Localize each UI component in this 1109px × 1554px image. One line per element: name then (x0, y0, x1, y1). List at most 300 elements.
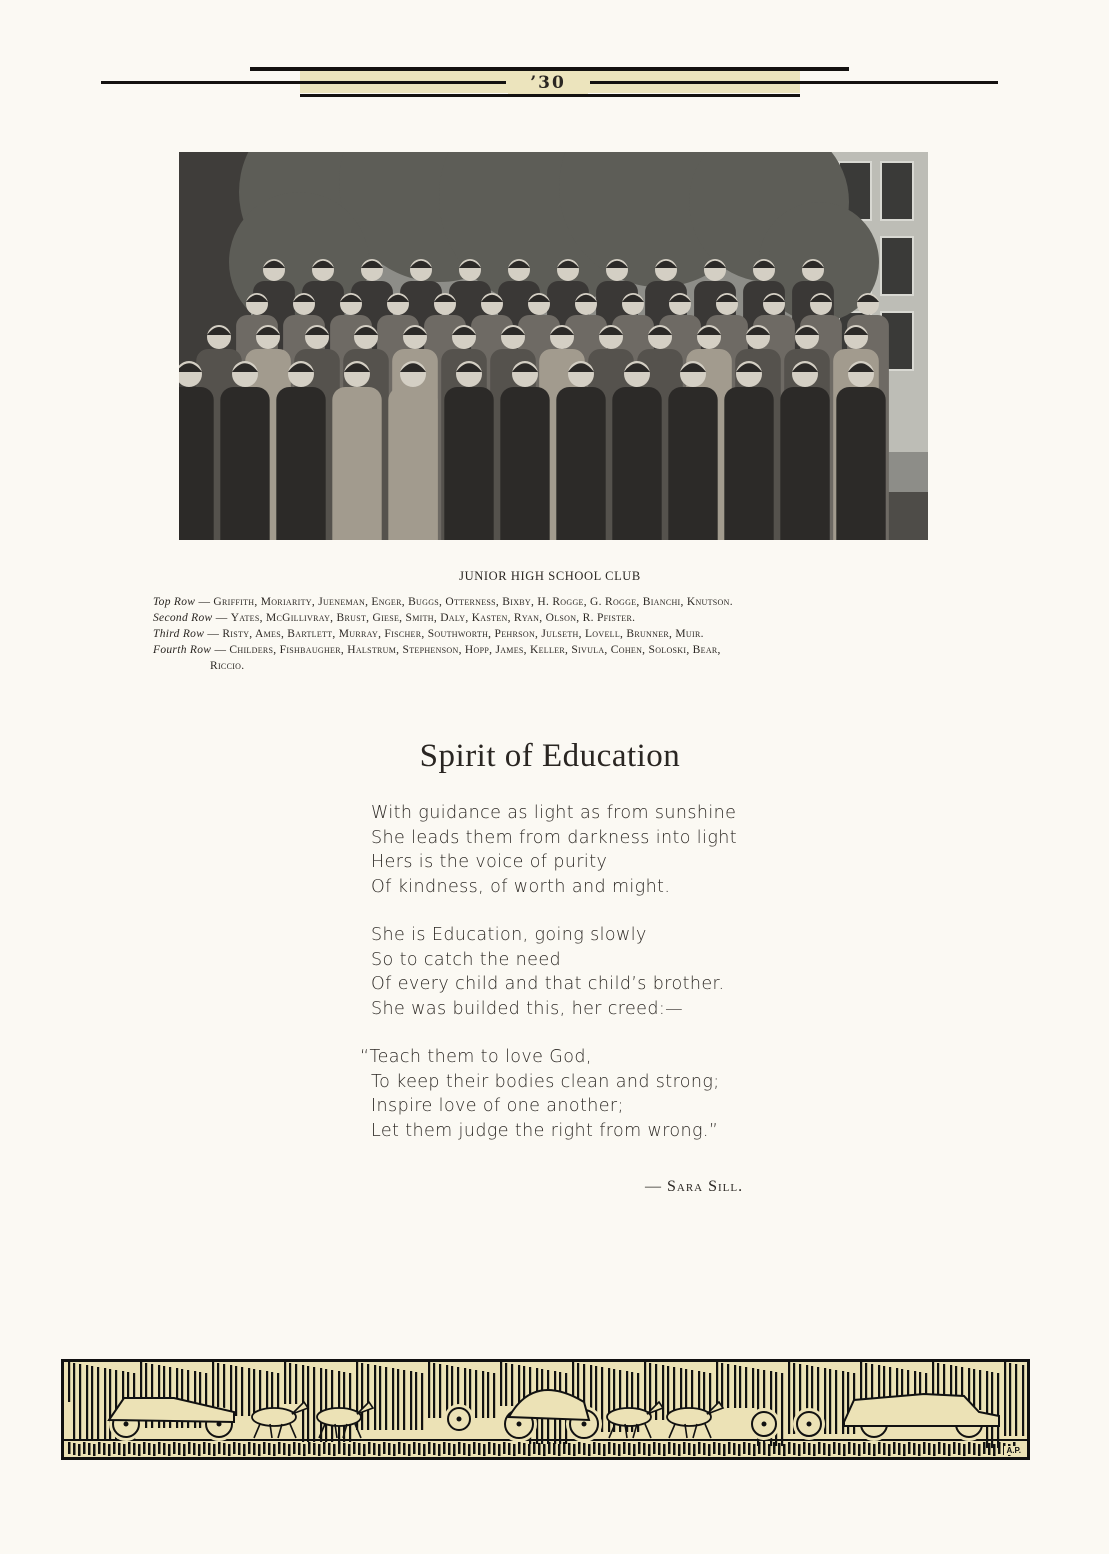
frieze-hatch (410, 1371, 412, 1430)
frieze-base-stroke (388, 1443, 391, 1455)
frieze-base-stroke (933, 1444, 936, 1456)
frieze-base-stroke (663, 1444, 666, 1456)
frieze-base-stroke (578, 1442, 581, 1454)
frieze-base-stroke (718, 1443, 721, 1455)
frieze-base-stroke (398, 1442, 401, 1454)
frieze-base-stroke (523, 1443, 526, 1455)
frieze-base-stroke (678, 1444, 681, 1456)
frieze-base-stroke (628, 1443, 631, 1455)
frieze-base-stroke (413, 1442, 416, 1454)
frieze-base-stroke (968, 1442, 971, 1454)
frieze-base-stroke (803, 1442, 806, 1454)
frieze-base-stroke (583, 1443, 586, 1455)
frieze-base-stroke (738, 1444, 741, 1456)
frieze-base-stroke (538, 1443, 541, 1455)
caption-row-separator: — (212, 612, 231, 624)
frieze-base-stroke (503, 1442, 506, 1454)
frieze-base-stroke (288, 1444, 291, 1456)
frieze-base-stroke (263, 1442, 266, 1454)
year-label: ’30 (508, 72, 588, 94)
frieze-base-stroke (988, 1443, 991, 1455)
frieze-base-stroke (868, 1443, 871, 1455)
frieze-base-stroke (848, 1442, 851, 1454)
frieze-base-stroke (148, 1443, 151, 1455)
frieze-base-stroke (858, 1444, 861, 1456)
caption-row (153, 611, 635, 626)
frieze-hatch (79, 1364, 81, 1440)
frieze-hatch (475, 1370, 477, 1418)
frieze-hatch (361, 1363, 363, 1430)
frieze-hatch (829, 1369, 831, 1434)
frieze-base-stroke (793, 1443, 796, 1455)
caption-title: JUNIOR HIGH SCHOOL CLUB (459, 569, 641, 583)
frieze-base-stroke (203, 1442, 206, 1454)
poem-line: With guidance as light as from sunshine (371, 803, 737, 823)
frieze-base-stroke (863, 1442, 866, 1454)
frieze-horse-head (357, 1402, 373, 1414)
frieze-base-stroke (338, 1442, 341, 1454)
frieze-base-stroke (683, 1442, 686, 1454)
frieze-hatch (511, 1364, 513, 1406)
caption-row-label: Second Row (153, 612, 213, 624)
frieze-hatch (721, 1363, 723, 1408)
frieze-base-stroke (608, 1442, 611, 1454)
frieze-hatch (307, 1366, 309, 1442)
caption-row-names: Griffith, Moriarity, Jueneman, Enger, Buggs, Otterness, Bixby, H. Rogge, G. Rogge, Bianchi, Knutson. (213, 596, 733, 608)
frieze-base-stroke (978, 1444, 981, 1456)
frieze-base-stroke (798, 1444, 801, 1456)
frieze-hatch (235, 1366, 237, 1416)
frieze-base-stroke (98, 1442, 101, 1454)
frieze-base-stroke (698, 1442, 701, 1454)
frieze-base-stroke (133, 1443, 136, 1455)
poem-line: Of kindness, of worth and might. (371, 876, 671, 897)
frieze-base-stroke (833, 1442, 836, 1454)
frieze-base-stroke (483, 1444, 486, 1456)
frieze-base-stroke (193, 1443, 196, 1455)
frieze-hatch (745, 1367, 747, 1408)
frieze-base-stroke (383, 1442, 386, 1454)
frieze-base-stroke (183, 1444, 186, 1456)
frieze-base-stroke (423, 1444, 426, 1456)
frieze-base-stroke (758, 1442, 761, 1454)
frieze-base-stroke (568, 1443, 571, 1455)
frieze-hatch (68, 1362, 70, 1402)
frieze-base-stroke (603, 1444, 606, 1456)
frieze-base-stroke (428, 1442, 431, 1454)
frieze-base-stroke (223, 1443, 226, 1455)
frieze-carriage (109, 1398, 234, 1422)
frieze-hatch (734, 1365, 736, 1408)
frieze-base-stroke (333, 1444, 336, 1456)
header-rule-left (101, 81, 506, 84)
frieze-base-stroke (138, 1444, 141, 1456)
frieze-base-stroke (918, 1444, 921, 1456)
frieze-base-stroke (838, 1443, 841, 1455)
frieze-artwork (64, 1362, 1027, 1457)
frieze-base-stroke (548, 1442, 551, 1454)
frieze-base-stroke (348, 1444, 351, 1456)
frieze-base-stroke (558, 1444, 561, 1456)
frieze-base-stroke (703, 1443, 706, 1455)
frieze-base-stroke (763, 1443, 766, 1455)
frieze-base-stroke (318, 1444, 321, 1456)
frieze-base-stroke (938, 1442, 941, 1454)
frieze-base-stroke (818, 1442, 821, 1454)
frieze-base-stroke (768, 1444, 771, 1456)
frieze-hatch (104, 1368, 106, 1440)
frieze-base-stroke (963, 1444, 966, 1456)
frieze-hatch (403, 1370, 405, 1430)
frieze-base-stroke (323, 1442, 326, 1454)
frieze-base-stroke (283, 1443, 286, 1455)
frieze-base-stroke (853, 1443, 856, 1455)
person-body (276, 387, 325, 540)
frieze-wheel-hub (517, 1422, 522, 1427)
person-body (444, 387, 493, 540)
frieze-base-stroke (103, 1443, 106, 1455)
frieze-base-stroke (913, 1443, 916, 1455)
frieze-hatch (439, 1364, 441, 1418)
frieze-base-stroke (253, 1443, 256, 1455)
frieze-horse-body (252, 1408, 296, 1426)
frieze-base-stroke (688, 1443, 691, 1455)
person-body (612, 387, 661, 540)
frieze-base-stroke (638, 1442, 641, 1454)
frieze-hatch (248, 1368, 250, 1416)
frieze-hatch (241, 1367, 243, 1416)
frieze-hatch (97, 1367, 99, 1440)
frieze-base-stroke (588, 1444, 591, 1456)
frieze-base-stroke (458, 1442, 461, 1454)
frieze-base-stroke (883, 1443, 886, 1455)
frieze-base-stroke (248, 1442, 251, 1454)
caption-row (153, 643, 721, 658)
frieze-horse-head (292, 1402, 308, 1414)
frieze-base-stroke (873, 1444, 876, 1456)
frieze-base-stroke (233, 1442, 236, 1454)
frieze-base-stroke (433, 1443, 436, 1455)
frieze-base-stroke (93, 1444, 96, 1456)
frieze-base-stroke (543, 1444, 546, 1456)
frieze-base-stroke (168, 1444, 171, 1456)
frieze-base-stroke (728, 1442, 731, 1454)
frieze-hatch (253, 1369, 255, 1416)
poem-stanza (371, 923, 724, 1021)
frieze-base-stroke (293, 1442, 296, 1454)
frieze-horse-body (317, 1408, 361, 1426)
frieze-hatch (374, 1365, 376, 1430)
frieze-base-stroke (723, 1444, 726, 1456)
frieze-base-stroke (658, 1443, 661, 1455)
frieze-hatch (991, 1372, 993, 1448)
frieze-base-stroke (928, 1443, 931, 1455)
frieze-base-stroke (238, 1443, 241, 1455)
frieze-base-stroke (573, 1444, 576, 1456)
poem-line: So to catch the need (371, 949, 562, 970)
frieze-base-stroke (173, 1442, 176, 1454)
poem-line: Let them judge the right from wrong.” (371, 1120, 719, 1141)
caption-row-names: Yates, McGillivray, Brust, Giese, Smith, Daly, Kasten, Ryan, Olson, R. Pfister. (230, 612, 636, 624)
frieze-hatch (752, 1368, 754, 1408)
frieze-base-stroke (163, 1443, 166, 1455)
frieze-base-stroke (473, 1442, 476, 1454)
frieze-hatch (727, 1364, 729, 1408)
frieze-base-stroke (393, 1444, 396, 1456)
frieze-base-stroke (973, 1443, 976, 1455)
frieze-hatch (505, 1363, 507, 1406)
person-body (724, 387, 773, 540)
frieze-base-stroke (108, 1444, 111, 1456)
poem-line: She is Education, going slowly (371, 925, 647, 945)
frieze-base-stroke (453, 1444, 456, 1456)
frieze-base-stroke (208, 1443, 211, 1455)
frieze-hatch (1004, 1362, 1006, 1436)
poem-line: Of every child and that child’s brother. (371, 974, 725, 994)
poem-line: Hers is the voice of purity (371, 852, 608, 872)
frieze-base-stroke (178, 1443, 181, 1455)
frieze-base-stroke (268, 1443, 271, 1455)
frieze-hatch (367, 1364, 369, 1430)
frieze-base-stroke (528, 1444, 531, 1456)
frieze-base-stroke (553, 1443, 556, 1455)
poem-line: Inspire love of one another; (371, 1096, 624, 1116)
frieze-base-stroke (643, 1443, 646, 1455)
frieze-hatch (518, 1365, 520, 1406)
frieze-hatch (788, 1362, 790, 1434)
frieze-base-stroke (593, 1442, 596, 1454)
frieze-base-stroke (673, 1443, 676, 1455)
photograph-image (179, 152, 928, 540)
poem-line: “Teach them to love God, (360, 1047, 592, 1067)
poem-stanza (360, 1045, 720, 1143)
frieze-base-stroke (613, 1443, 616, 1455)
frieze-base-stroke (218, 1442, 221, 1454)
frieze-base-stroke (908, 1442, 911, 1454)
frieze-base-stroke (278, 1442, 281, 1454)
frieze-base-stroke (693, 1444, 696, 1456)
frieze-base-stroke (828, 1444, 831, 1456)
poem-line: She was builded this, her creed:— (371, 998, 684, 1019)
frieze-automobile (844, 1394, 999, 1426)
frieze-hatch (1015, 1364, 1017, 1436)
frieze-base-stroke (648, 1444, 651, 1456)
person-body (220, 387, 269, 540)
poem-line: To keep their bodies clean and strong; (371, 1071, 720, 1092)
frieze-base-stroke (753, 1444, 756, 1456)
frieze-base-stroke (888, 1444, 891, 1456)
frieze-base-stroke (403, 1443, 406, 1455)
frieze-hatch (482, 1371, 484, 1418)
frieze-base-stroke (303, 1444, 306, 1456)
frieze-base-stroke (343, 1443, 346, 1455)
frieze-base-stroke (773, 1442, 776, 1454)
frieze-base-stroke (713, 1442, 716, 1454)
building-window (881, 162, 913, 220)
frieze-hatch (379, 1366, 381, 1430)
frieze-road (64, 1439, 1027, 1441)
frieze-base-stroke (408, 1444, 411, 1456)
frieze-base-stroke (313, 1443, 316, 1455)
caption-row (153, 627, 704, 642)
frieze-base-stroke (783, 1444, 786, 1456)
frieze-hatch (86, 1365, 88, 1440)
frieze-base-stroke (243, 1444, 246, 1456)
frieze-base-stroke (153, 1444, 156, 1456)
frieze-hatch (716, 1362, 718, 1408)
frieze-base-stroke (373, 1443, 376, 1455)
frieze-base-stroke (443, 1442, 446, 1454)
frieze-base-stroke (953, 1442, 956, 1454)
frieze-hatch (284, 1362, 286, 1404)
frieze-hatch (979, 1370, 981, 1410)
frieze-base-stroke (513, 1444, 516, 1456)
frieze-base-stroke (78, 1444, 81, 1456)
frieze-base-stroke (88, 1443, 91, 1455)
frieze-hatch (313, 1367, 315, 1442)
person-body (179, 387, 214, 540)
frieze-base-stroke (733, 1443, 736, 1455)
poem-author: — Sara Sill. (645, 1178, 744, 1195)
artist-initials: A.P. (1006, 1446, 1021, 1455)
frieze-base-stroke (778, 1443, 781, 1455)
frieze-base-stroke (923, 1442, 926, 1454)
frieze-base-stroke (743, 1442, 746, 1454)
caption-row-continuation: Riccio. (210, 660, 245, 672)
frieze-base-stroke (708, 1444, 711, 1456)
frieze-base-stroke (653, 1442, 656, 1454)
frieze-base-stroke (68, 1442, 71, 1454)
frieze-base-stroke (468, 1444, 471, 1456)
frieze-hatch (500, 1362, 502, 1406)
header-rule-bottom (300, 94, 800, 97)
club-photograph (179, 152, 928, 540)
frieze-hatch (349, 1373, 351, 1442)
frieze-hatch (385, 1367, 387, 1430)
frieze-base-stroke (113, 1442, 116, 1454)
frieze-hatch (230, 1365, 232, 1416)
frieze-base-stroke (368, 1442, 371, 1454)
frieze-hatch (73, 1363, 75, 1440)
frieze-base-stroke (128, 1442, 131, 1454)
frieze-base-stroke (563, 1442, 566, 1454)
frieze-base-stroke (273, 1444, 276, 1456)
frieze-hatch (325, 1369, 327, 1442)
caption-row (153, 595, 733, 610)
person-body (668, 387, 717, 540)
frieze-base-stroke (213, 1444, 216, 1456)
frieze-base-stroke (328, 1443, 331, 1455)
person-body (556, 387, 605, 540)
frieze-hatch (493, 1373, 495, 1418)
frieze-base-stroke (623, 1442, 626, 1454)
person-body (332, 387, 381, 540)
frieze-horse-body (667, 1408, 711, 1426)
frieze-hatch (433, 1363, 435, 1418)
frieze-base-stroke (958, 1443, 961, 1455)
frieze-base-stroke (618, 1444, 621, 1456)
frieze-base-stroke (308, 1442, 311, 1454)
frieze-base-stroke (943, 1443, 946, 1455)
frieze-hatch (1009, 1363, 1011, 1436)
building-window (881, 237, 913, 295)
frieze-hatch (667, 1366, 669, 1420)
frieze-hatch (289, 1363, 291, 1404)
frieze-base-stroke (498, 1444, 501, 1456)
person-body (836, 387, 885, 540)
frieze-base-stroke (903, 1444, 906, 1456)
frieze-hatch (295, 1364, 297, 1404)
frieze-base-stroke (298, 1443, 301, 1455)
frieze-hatch (986, 1371, 988, 1448)
frieze-base-stroke (198, 1444, 201, 1456)
caption-row-label: Top Row (153, 596, 196, 608)
frieze-hatch (421, 1373, 423, 1430)
header-rule-right (590, 81, 998, 84)
caption-row-names: Childers, Fishbaugher, Halstrum, Stephenson, Hopp, James, Keller, Sivula, Cohen, Soloski, Bear, (229, 644, 721, 656)
caption-row-label: Fourth Row (153, 644, 212, 656)
poem-stanza (371, 801, 737, 899)
person-body (780, 387, 829, 540)
frieze-hatch (415, 1372, 417, 1430)
frieze-hatch (338, 1371, 340, 1442)
frieze-base-stroke (478, 1443, 481, 1455)
frieze-base-stroke (188, 1442, 191, 1454)
frieze-base-stroke (813, 1444, 816, 1456)
frieze-base-stroke (823, 1443, 826, 1455)
frieze-base-stroke (493, 1443, 496, 1455)
frieze-hatch (835, 1370, 837, 1434)
frieze-base-stroke (438, 1444, 441, 1456)
frieze-base-stroke (878, 1442, 881, 1454)
frieze-base-stroke (228, 1444, 231, 1456)
frieze-base-stroke (983, 1442, 986, 1454)
frieze-hatch (487, 1372, 489, 1418)
frieze-hatch (392, 1368, 394, 1430)
frieze-base-stroke (378, 1444, 381, 1456)
poem-title: Spirit of Education (419, 738, 681, 774)
person-body (500, 387, 549, 540)
frieze-base-stroke (898, 1443, 901, 1455)
caption-row-separator: — (211, 644, 230, 656)
frieze-base-stroke (463, 1443, 466, 1455)
person-body (388, 387, 437, 540)
frieze-base-stroke (158, 1442, 161, 1454)
frieze-wheel-hub (457, 1417, 462, 1422)
frieze-base-stroke (123, 1444, 126, 1456)
frieze-base-stroke (893, 1442, 896, 1454)
frieze-base-stroke (363, 1444, 366, 1456)
frieze-hatch (662, 1365, 664, 1420)
frieze-base-stroke (83, 1442, 86, 1454)
decorative-frieze (61, 1359, 1030, 1460)
frieze-hatch (1022, 1365, 1024, 1436)
frieze-hatch (973, 1369, 975, 1410)
frieze-wheel-hub (124, 1422, 129, 1427)
frieze-wheel-hub (807, 1422, 812, 1427)
frieze-base-stroke (598, 1443, 601, 1455)
frieze-base-stroke (948, 1444, 951, 1456)
frieze-hatch (91, 1366, 93, 1440)
frieze-wheel-hub (762, 1422, 767, 1427)
frieze-base-stroke (843, 1444, 846, 1456)
frieze-hatch (997, 1373, 999, 1448)
frieze-wheel-hub (582, 1422, 587, 1427)
frieze-hatch (397, 1369, 399, 1430)
frieze-base-stroke (788, 1442, 791, 1454)
frieze-base-stroke (668, 1442, 671, 1454)
frieze-hatch (428, 1362, 430, 1418)
